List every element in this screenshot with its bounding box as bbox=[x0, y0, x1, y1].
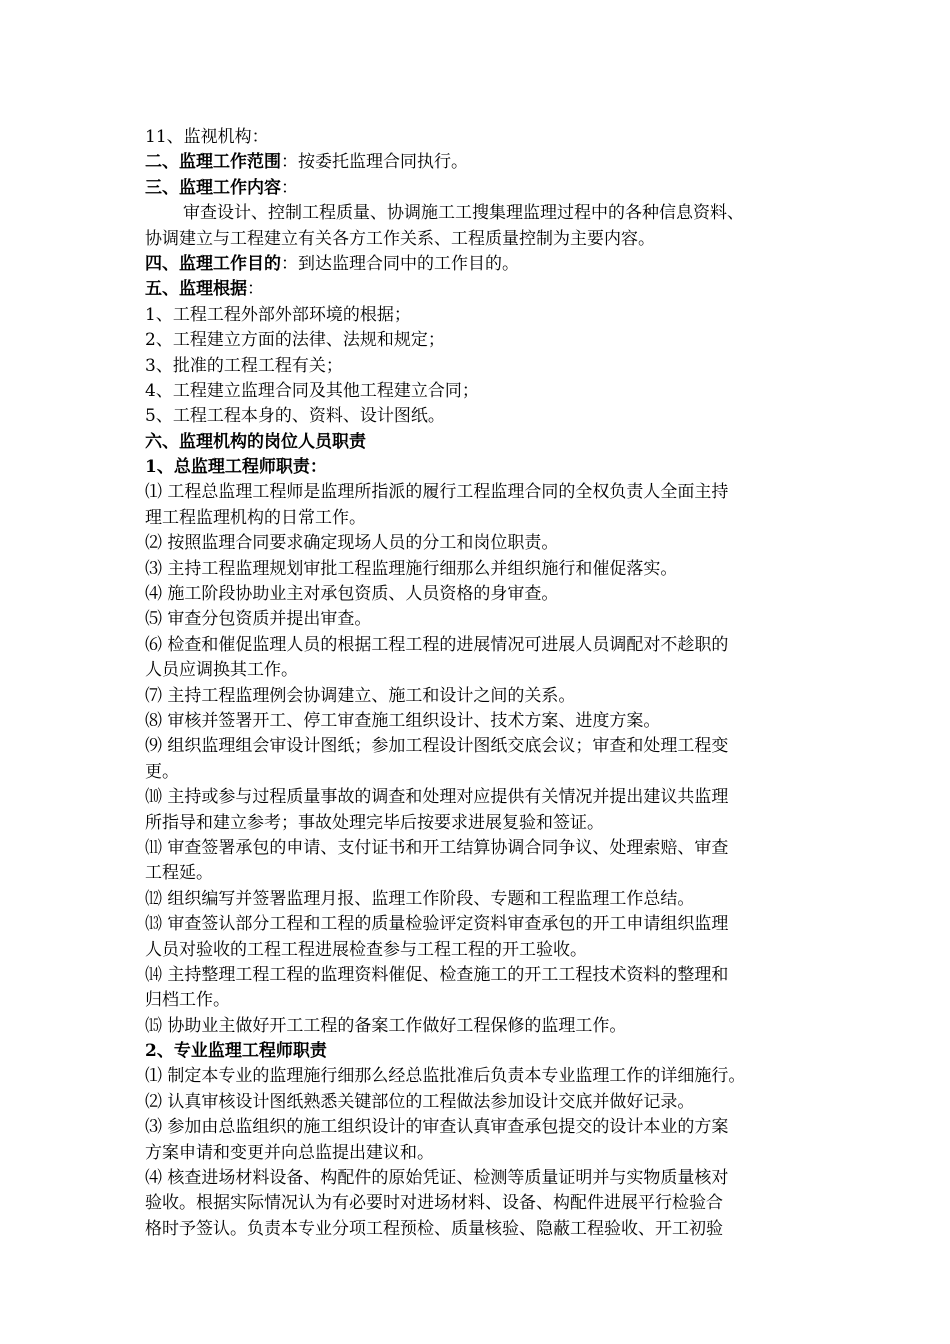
body-text: ⒂ 协助业主做好开工工程的备案工作做好工程保修的监理工作。 bbox=[145, 1015, 627, 1036]
text-line bbox=[145, 760, 825, 785]
text-line bbox=[145, 633, 825, 658]
body-text: ： bbox=[247, 279, 264, 300]
body-text: 协调建立与工程建立有关各方工作关系、工程质量控制为主要内容。 bbox=[145, 228, 655, 249]
body-text: 所指导和建立参考；事故处理完毕后按要求进展复验和签证。 bbox=[145, 812, 604, 833]
text-line bbox=[145, 887, 825, 912]
text-line bbox=[145, 607, 825, 632]
text-line bbox=[145, 811, 825, 836]
text-line bbox=[145, 455, 825, 480]
body-text: ⑹ 检查和催促监理人员的根据工程工程的进展情况可进展人员调配对不趁职的 bbox=[145, 634, 729, 655]
body-text: ：按委托监理合同执行。 bbox=[281, 152, 468, 173]
text-line bbox=[145, 709, 825, 734]
body-text: 3、批准的工程工程有关； bbox=[145, 355, 343, 376]
text-line bbox=[145, 303, 825, 328]
body-text: ⑾ 审查签署承包的申请、支付证书和开工结算协调合同争议、处理索赔、审查 bbox=[145, 837, 729, 858]
text-line bbox=[145, 1141, 825, 1166]
body-text: 1、工程工程外部外部环境的根据； bbox=[145, 304, 411, 325]
text-line bbox=[145, 1014, 825, 1039]
text-line bbox=[145, 252, 825, 277]
body-text: 更。 bbox=[145, 761, 179, 782]
body-text: ⑵ 按照监理合同要求确定现场人员的分工和岗位职责。 bbox=[145, 533, 559, 554]
body-text: ⒁ 主持整理工程工程的监理资料催促、检查施工的开工工程技术资料的整理和 bbox=[145, 964, 729, 985]
text-line bbox=[145, 1217, 825, 1242]
bold-text: 四、监理工作目的 bbox=[145, 253, 281, 274]
text-line bbox=[145, 328, 825, 353]
body-text: 2、工程建立方面的法律、法规和规定； bbox=[145, 330, 445, 351]
text-line bbox=[145, 582, 825, 607]
text-line bbox=[145, 988, 825, 1013]
body-text: 4、工程建立监理合同及其他工程建立合同； bbox=[145, 380, 479, 401]
text-line bbox=[145, 658, 825, 683]
body-text: 理工程监理机构的日常工作。 bbox=[145, 507, 366, 528]
body-text: ⑺ 主持工程监理例会协调建立、施工和设计之间的关系。 bbox=[145, 685, 576, 706]
body-text: ： bbox=[281, 177, 298, 198]
body-text: ⑿ 组织编写并签署监理月报、监理工作阶段、专题和工程监理工作总结。 bbox=[145, 888, 695, 909]
body-text: 11、监视机构： bbox=[145, 127, 269, 147]
document-page bbox=[145, 125, 825, 1242]
text-line bbox=[145, 1090, 825, 1115]
text-line bbox=[145, 1039, 825, 1064]
bold-text: 五、监理根据 bbox=[145, 279, 247, 300]
text-line bbox=[145, 480, 825, 505]
bold-text: 2、专业监理工程师职责 bbox=[145, 1041, 327, 1062]
text-line bbox=[145, 912, 825, 937]
body-text: ⑽ 主持或参与过程质量事故的调查和处理对应提供有关情况并提出建议共监理 bbox=[145, 787, 729, 808]
body-text: 工程延。 bbox=[145, 863, 213, 884]
body-text: 方案申请和变更并向总监提出建议和。 bbox=[145, 1142, 434, 1163]
text-line bbox=[145, 963, 825, 988]
body-text: ⑻ 审核并签署开工、停工审查施工组织设计、技术方案、进度方案。 bbox=[145, 710, 661, 731]
text-line bbox=[145, 531, 825, 556]
body-text: ⑶ 参加由总监组织的施工组织设计的审查认真审查承包提交的设计本业的方案 bbox=[145, 1117, 729, 1138]
body-text: ：到达监理合同中的工作目的。 bbox=[281, 253, 519, 274]
body-text: 格时予签认。负责本专业分项工程预检、质量核验、隐蔽工程验收、开工初验 bbox=[145, 1218, 723, 1239]
body-text: 人员对验收的工程工程进展检查参与工程工程的开工验收。 bbox=[145, 939, 587, 960]
body-text: ⑶ 主持工程监理规划审批工程监理施行细那么并组织施行和催促落实。 bbox=[145, 558, 678, 579]
text-line bbox=[145, 176, 825, 201]
body-text: ⑷ 核查进场材料设备、构配件的原始凭证、检测等质量证明并与实物质量核对 bbox=[145, 1168, 729, 1189]
body-text: ⑴ 制定本专业的监理施行细那么经总监批准后负责本专业监理工作的详细施行。 bbox=[145, 1066, 746, 1087]
bold-text: 六、监理机构的岗位人员职责 bbox=[145, 431, 366, 452]
text-line bbox=[145, 734, 825, 759]
text-line bbox=[145, 1064, 825, 1089]
bold-text: 1、总监理工程师职责： bbox=[145, 457, 327, 478]
text-line bbox=[145, 1191, 825, 1216]
text-line bbox=[145, 785, 825, 810]
text-line bbox=[145, 836, 825, 861]
text-line bbox=[145, 354, 825, 379]
text-line bbox=[145, 430, 825, 455]
text-line bbox=[145, 201, 825, 226]
body-text: 人员应调换其工作。 bbox=[145, 660, 298, 681]
text-line bbox=[145, 1166, 825, 1191]
text-line bbox=[145, 404, 825, 429]
body-text: 5、工程工程本身的、资料、设计图纸。 bbox=[145, 406, 445, 427]
body-text: ⑷ 施工阶段协助业主对承包资质、人员资格的身审查。 bbox=[145, 584, 559, 605]
body-text: ⑼ 组织监理组会审设计图纸；参加工程设计图纸交底会议；审查和处理工程变 bbox=[145, 736, 729, 757]
text-line bbox=[145, 938, 825, 963]
body-text: ⑴ 工程总监理工程师是监理所指派的履行工程监理合同的全权负责人全面主持 bbox=[145, 482, 729, 503]
text-line bbox=[145, 1115, 825, 1140]
body-text: ⑵ 认真审核设计图纸熟悉关键部位的工程做法参加设计交底并做好记录。 bbox=[145, 1091, 695, 1112]
text-line bbox=[145, 557, 825, 582]
text-line bbox=[145, 150, 825, 175]
body-text: ⑸ 审查分包资质并提出审查。 bbox=[145, 609, 372, 630]
body-text: 审查设计、控制工程质量、协调施工工搜集理监理过程中的各种信息资料、 bbox=[183, 203, 744, 224]
body-text: ⒀ 审查签认部分工程和工程的质量检验评定资料审查承包的开工申请组织监理 bbox=[145, 914, 729, 935]
text-line bbox=[145, 684, 825, 709]
body-text: 验收。根据实际情况认为有必要时对进场材料、设备、构配件进展平行检验合 bbox=[145, 1193, 723, 1214]
text-line bbox=[145, 506, 825, 531]
text-line bbox=[145, 277, 825, 302]
bold-text: 二、监理工作范围 bbox=[145, 152, 281, 173]
text-line bbox=[145, 861, 825, 886]
text-line bbox=[145, 227, 825, 252]
text-line bbox=[145, 125, 825, 150]
text-line bbox=[145, 379, 825, 404]
body-text: 归档工作。 bbox=[145, 990, 230, 1011]
bold-text: 三、监理工作内容 bbox=[145, 177, 281, 198]
